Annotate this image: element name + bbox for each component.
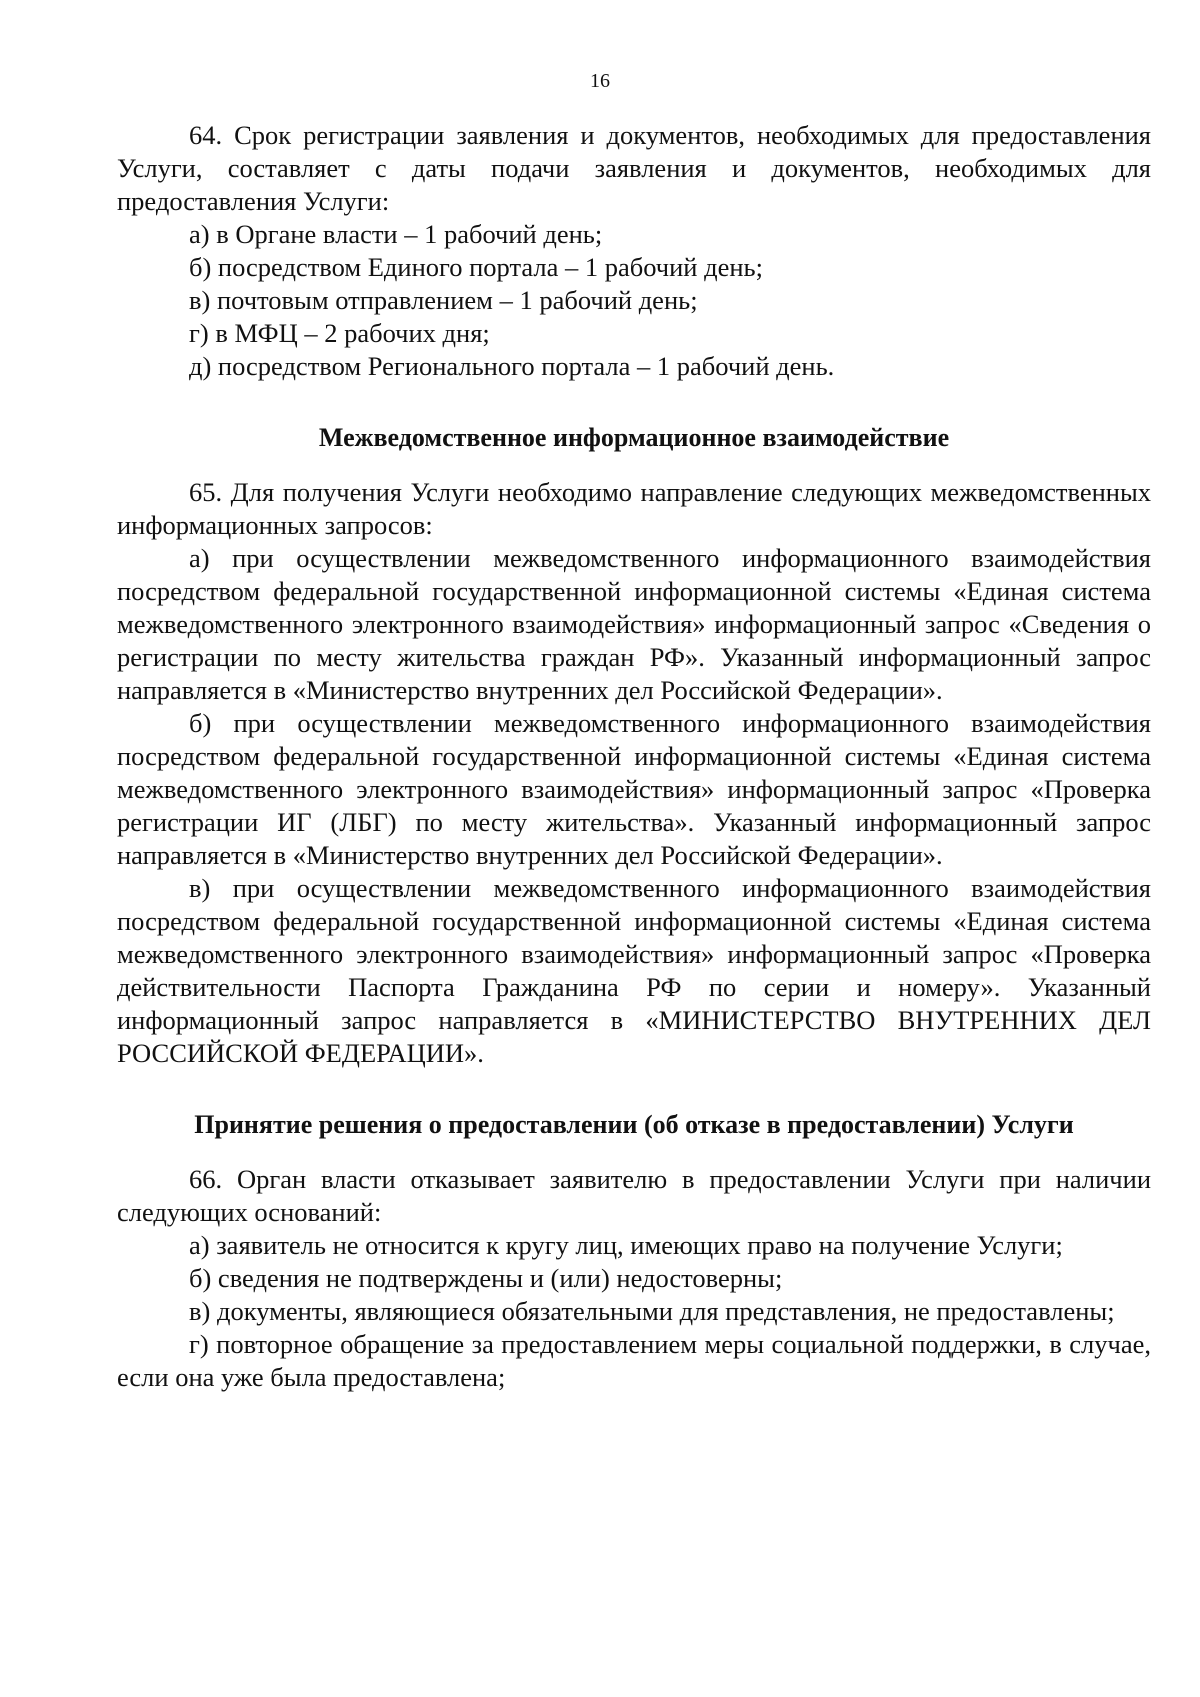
paragraph-66-item-v: в) документы, являющиеся обязательными для представления, не предоставлены; [189,1296,1115,1326]
paragraph-65-intro: 65. Для получения Услуги необходимо направление следующих межведомственных информационных запросов: [117,477,1151,540]
paragraph-64-item-g: г) в МФЦ – 2 рабочих дня; [189,318,490,348]
paragraph-66-item-a: а) заявитель не относится к кругу лиц, имеющих право на получение Услуги; [189,1230,1063,1260]
section-heading-interagency: Межведомственное информационное взаимодействие [318,423,950,452]
paragraph-65-item-v: в) при осуществлении межведомственного информационного взаимодействия посредством федеральной государственной информационной системы «Единая система межведомственного электронного взаимодействия» информационный запрос «Проверка действительности Паспорта Гражданина РФ по серии и номеру». Указанный информационный запрос направляется в «МИНИСТЕРСТВО ВНУТРЕННИХ ДЕЛ РОССИЙСКОЙ ФЕДЕРАЦИИ». [117,873,1151,1068]
paragraph-66-item-g: г) повторное обращение за предоставлением меры социальной поддержки, в случае, если она уже была предоставлена; [117,1329,1151,1392]
paragraph-64-item-b: б) посредством Единого портала – 1 рабочий день; [189,252,763,282]
paragraph-64-item-a: а) в Органе власти – 1 рабочий день; [189,219,603,249]
page-number: 16 [590,70,610,92]
paragraph-66-item-b: б) сведения не подтверждены и (или) недостоверны; [189,1263,783,1293]
paragraph-64-item-v: в) почтовым отправлением – 1 рабочий день; [189,285,698,315]
document-body [117,119,1151,1394]
paragraph-65-item-b: б) при осуществлении межведомственного информационного взаимодействия посредством федеральной государственной информационной системы «Единая система межведомственного электронного взаимодействия» информационный запрос «Проверка регистрации ИГ (ЛБГ) по месту жительства». Указанный информационный запрос направляется в «Министерство внутренних дел Российской Федерации». [117,708,1151,870]
paragraph-66-intro: 66. Орган власти отказывает заявителю в предоставлении Услуги при наличии следующих оснований: [117,1164,1151,1227]
section-heading-decision: Принятие решения о предоставлении (об отказе в предоставлении) Услуги [194,1110,1074,1139]
paragraph-65-item-a: а) при осуществлении межведомственного информационного взаимодействия посредством федеральной государственной информационной системы «Единая система межведомственного электронного взаимодействия» информационный запрос «Сведения о регистрации по месту жительства граждан РФ». Указанный информационный запрос направляется в «Министерство внутренних дел Российской Федерации». [117,543,1151,705]
paragraph-64-intro: 64. Срок регистрации заявления и документов, необходимых для предоставления Услуги, составляет с даты подачи заявления и документов, необходимых для предоставления Услуги: [117,120,1151,216]
paragraph-64-item-d: д) посредством Регионального портала – 1 рабочий день. [189,351,835,381]
